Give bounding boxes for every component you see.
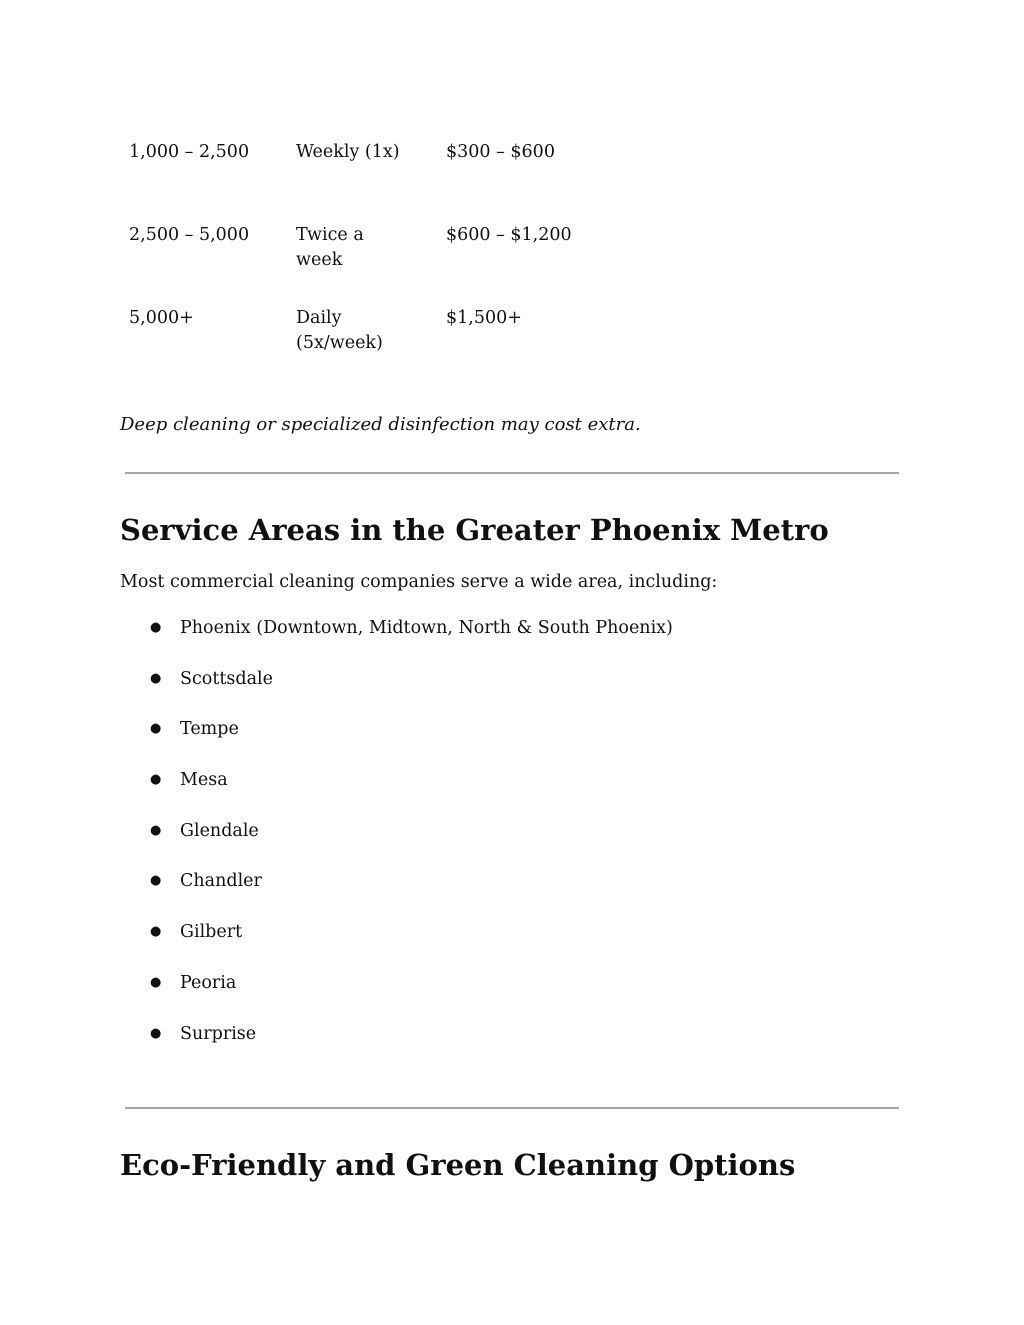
horizontal-divider <box>125 1107 899 1109</box>
list-item-text: Phoenix (Downtown, Midtown, North & South Phoenix) <box>180 618 673 638</box>
table-cell-size: 1,000 – 2,500 <box>129 142 250 162</box>
table-cell-size: 2,500 – 5,000 <box>129 225 250 245</box>
table-cell-cost: $600 – $1,200 <box>446 225 572 245</box>
bullet-icon: ● <box>150 873 162 889</box>
table-cell-frequency: Weekly (1x) <box>296 142 400 162</box>
table-row <box>120 306 590 389</box>
list-item-text: Mesa <box>180 770 228 791</box>
list-item-text: Glendale <box>180 820 259 841</box>
section-heading-eco-friendly: Eco-Friendly and Green Cleaning Options <box>120 1148 796 1182</box>
list-item-text: Chandler <box>180 871 262 892</box>
list-item-text: Surprise <box>180 1023 257 1044</box>
table-cell-size: 5,000+ <box>129 308 194 328</box>
horizontal-divider <box>125 472 899 474</box>
bullet-icon: ● <box>150 772 162 788</box>
bullet-icon: ● <box>150 670 162 686</box>
bullet-icon: ● <box>150 620 162 635</box>
pricing-table <box>120 140 590 389</box>
table-row <box>120 140 590 223</box>
bullet-icon: ● <box>150 974 162 990</box>
table-cell-cost: $300 – $600 <box>446 142 555 162</box>
table-cell-frequency: Twice a week <box>296 225 364 270</box>
list-item-text: Scottsdale <box>180 668 273 689</box>
pricing-note: Deep cleaning or specialized disinfection may cost extra. <box>120 414 641 435</box>
section-heading-service-areas: Service Areas in the Greater Phoenix Metro <box>120 513 829 547</box>
bullet-icon: ● <box>150 822 162 838</box>
table-cell-frequency: Daily (5x/week) <box>296 308 383 353</box>
table-row <box>120 223 590 306</box>
list-item-text: Peoria <box>180 972 237 993</box>
list-item-text: Tempe <box>180 719 239 740</box>
bullet-icon: ● <box>150 1025 162 1041</box>
service-areas-intro: Most commercial cleaning companies serve a wide area, including: <box>120 572 718 592</box>
bullet-icon: ● <box>150 721 162 737</box>
bullet-icon: ● <box>150 924 162 940</box>
list-item-text: Gilbert <box>180 922 243 943</box>
table-cell-cost: $1,500+ <box>446 308 522 328</box>
